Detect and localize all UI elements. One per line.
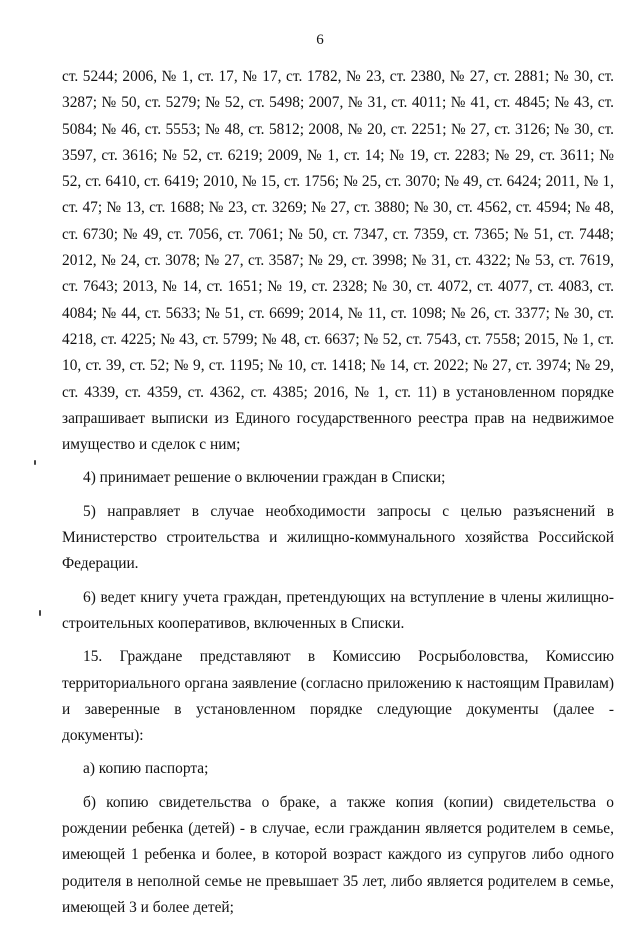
scan-margin-mark (39, 610, 41, 616)
paragraph-item-4: 4) принимает решение о включении граждан в Списки; (83, 469, 446, 487)
page-number: 6 (316, 32, 324, 48)
paragraph-legal-references: ст. 5244; 2006, № 1, ст. 17, № 17, ст. 1782, № 23, ст. 2380, № 27, ст. 2881; № 30, ст. 3287; № 50, ст. 5279; № 52, ст. 5498; 2007, № 31, ст. 4011; № 41, ст. 4845; № 43, ст. 5084; № 46, ст. 5553; № 48, ст. 5812; 2008, № 20, ст. 2251; № 27, ст. 3126; № 30, ст. 3597, ст. 3616; № 52, ст. 6219; 2009, № 1, ст. 14; № 19, ст. 2283; № 29, ст. 3611; № 52, ст. 6410, ст. 6419; 2010, № 15, ст. 1756; № 25, ст. 3070; № 49, ст. 6424; 2011, № 1, ст. 47; № 13, ст. 1688; № 23, ст. 3269; № 27, ст. 3880; № 30, ст. 4562, ст. 4594; № 48, ст. 6730; № 49, ст. 7056, ст. 7061; № 50, ст. 7347, ст. 7359, ст. 7365; № 51, ст. 7448; 2012, № 24, ст. 3078; № 27, ст. 3587; № 29, ст. 3998; № 31, ст. 4322; № 53, ст. 7619, ст. 7643; 2013, № 14, ст. 1651; № 19, ст. 2328; № 30, ст. 4072, ст. 4077, ст. 4083, ст. 4084; № 44, ст. 5633; № 51, ст. 6699; 2014, № 11, ст. 1098; № 26, ст. 3377; № 30, ст. 4218, ст. 4225; № 43, ст. 5799; № 48, ст. 6637; № 52, ст. 7543, ст. 7558; 2015, № 1, ст. 10, ст. 39, ст. 52; № 9, ст. 1195; № 10, ст. 1418; № 14, ст. 2022; № 27, ст. 3974; № 29, ст. 4339, ст. 4359, ст. 4362, ст. 4385; 2016, № 1, ст. 11) в установленном порядке запрашивает выписки из Единого государственного реестра прав на недвижимое имущество и сделок с ним; (62, 68, 614, 454)
scan-margin-mark (34, 460, 36, 465)
paragraph-item-6: 6) ведет книгу учета граждан, претендующих на вступление в члены жилищно-строительных кооперативов, включенных в Списки. (62, 588, 614, 632)
paragraph-section-15: 15. Граждане представляют в Комиссию Росрыболовства, Комиссию территориального органа заявление (согласно приложению к настоящим Правилам) и заверенные в установленном порядке следующие документы (далее - документы): (62, 648, 614, 745)
paragraph-item-b: б) копию свидетельства о браке, а также копия (копии) свидетельства о рождении ребенка (детей) - в случае, если гражданин является родителем в семье, имеющей 1 ребенка и более, в которой возраст каждого из супругов либо одного родителя в неполной семье не превышает 35 лет, либо является родителем в семье, имеющей 3 и более детей; (62, 793, 614, 916)
paragraph-item-a: а) копию паспорта; (83, 760, 209, 778)
document-body (62, 64, 614, 928)
paragraph-item-5: 5) направляет в случае необходимости запросы с целью разъяснений в Министерство строительства и жилищно-коммунального хозяйства Российской Федерации. (62, 502, 614, 573)
